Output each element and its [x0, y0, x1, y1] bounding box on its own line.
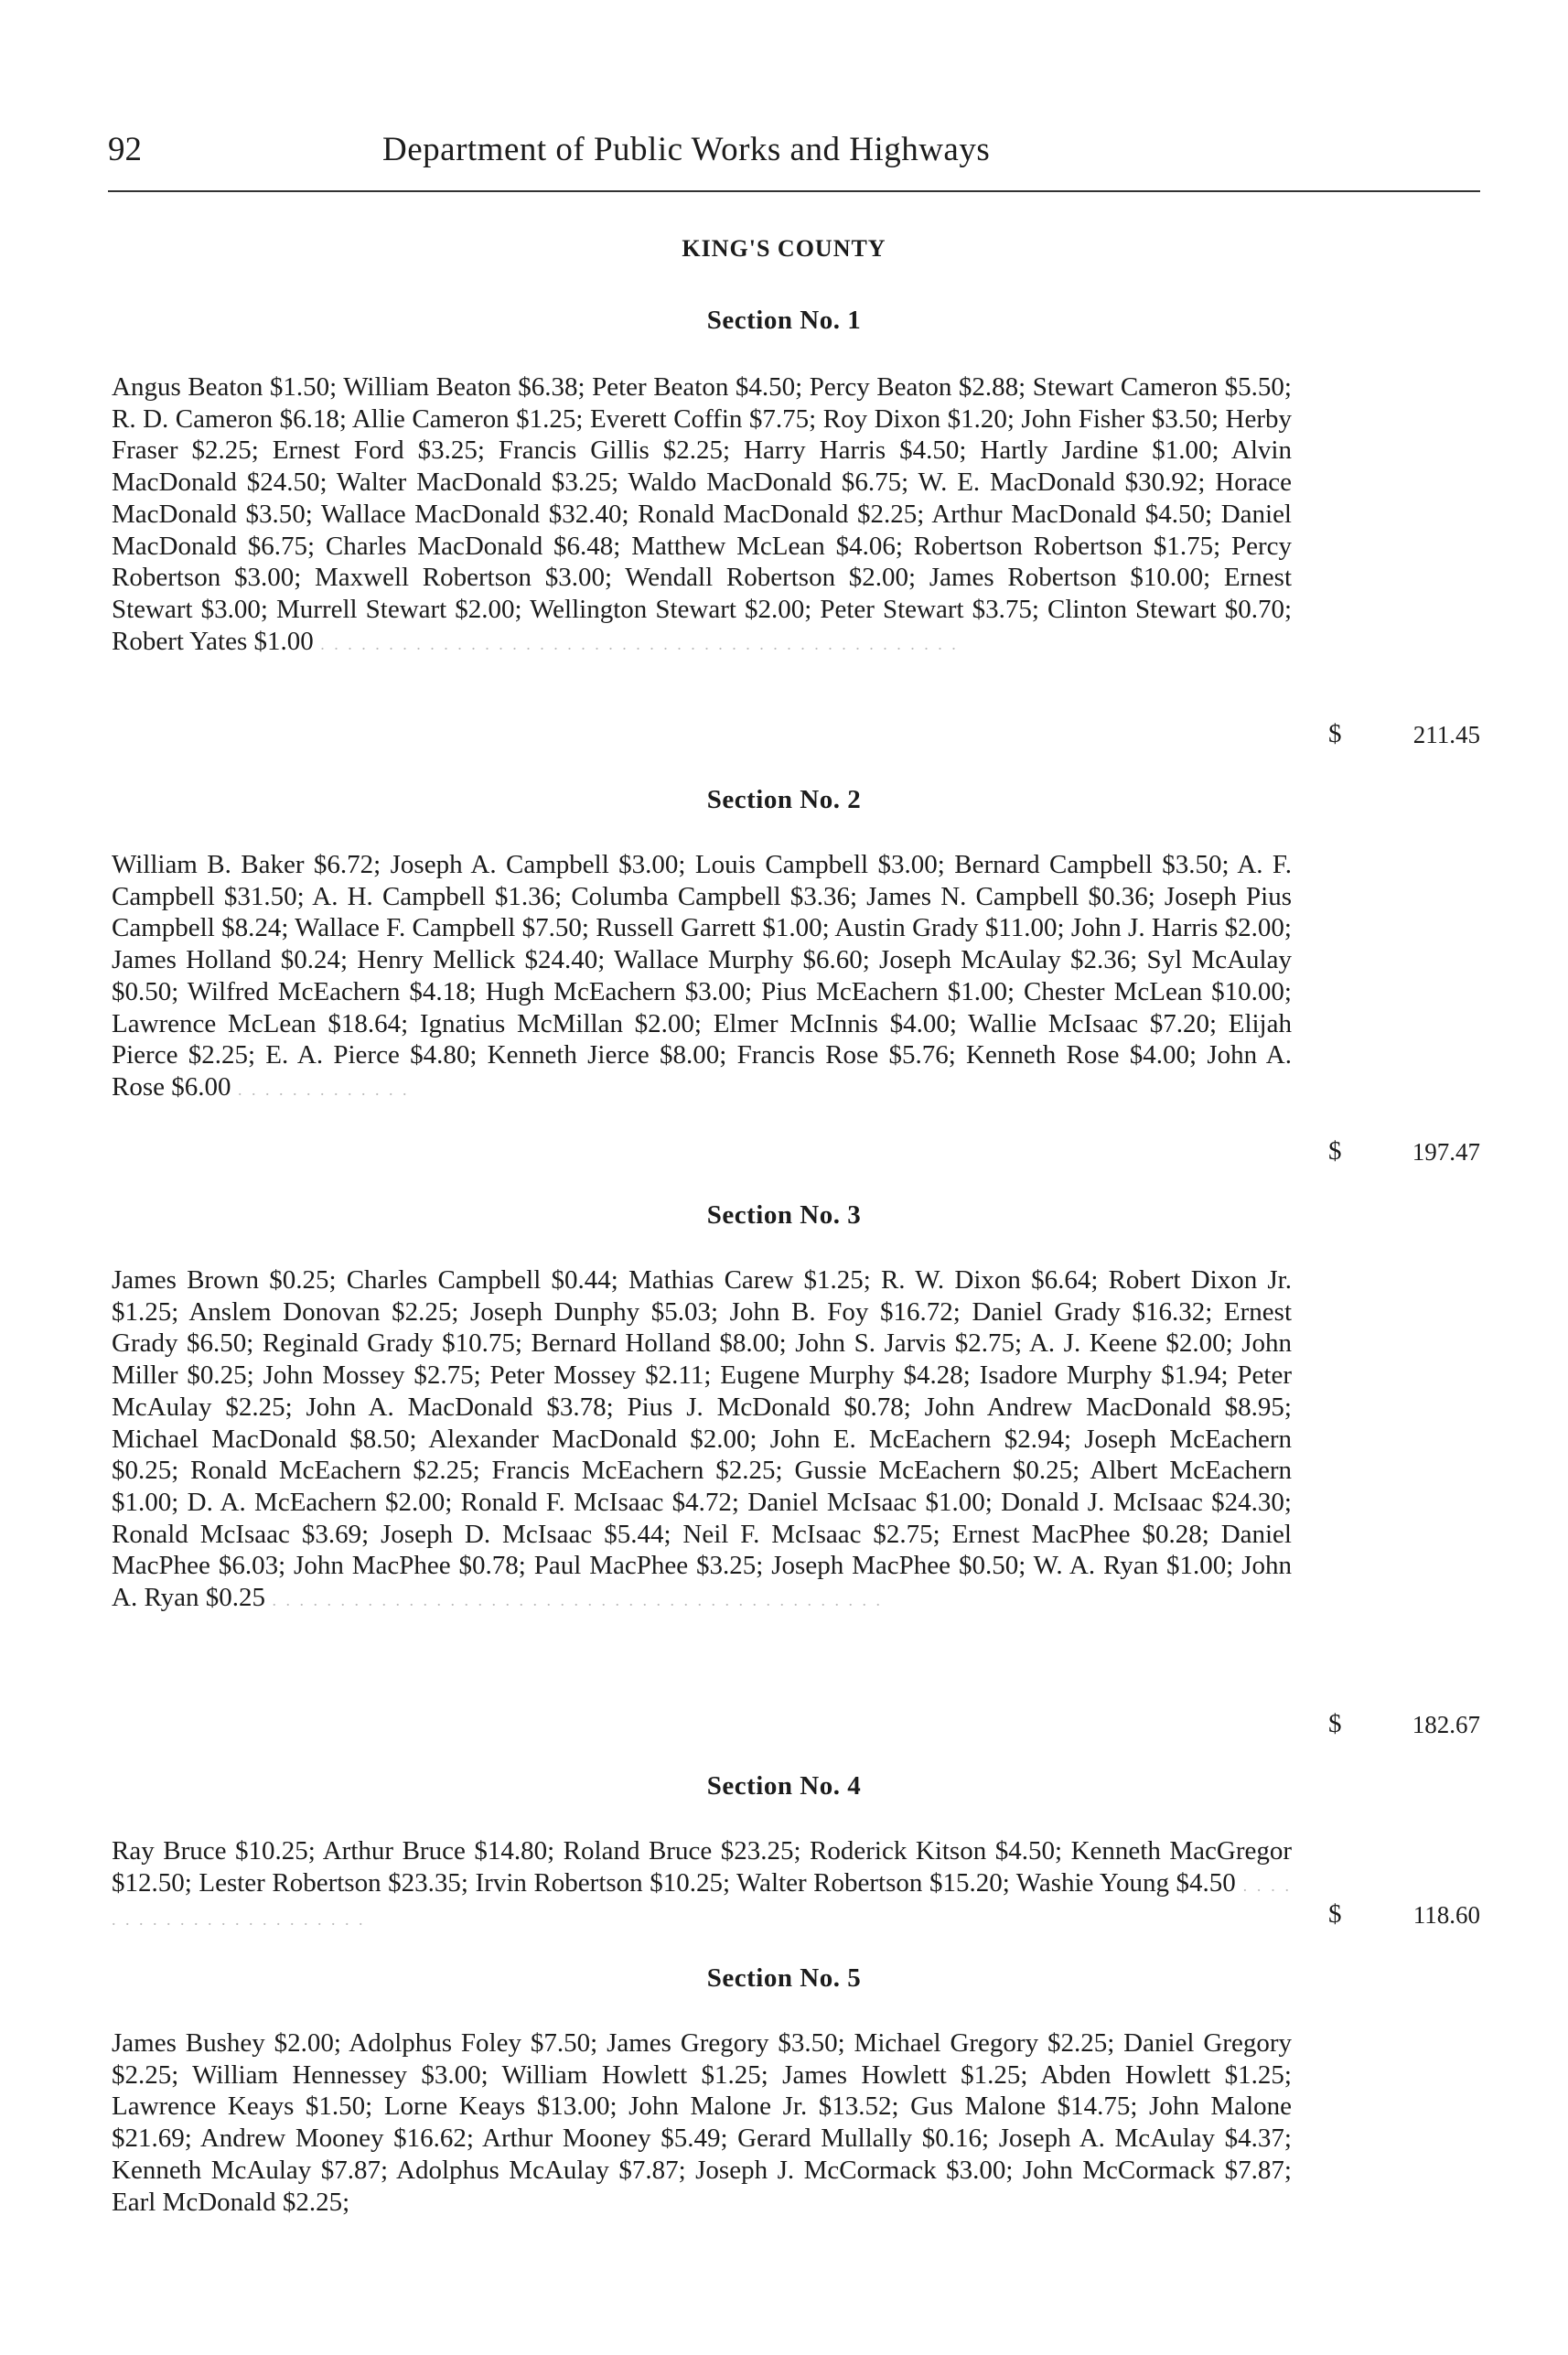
- section-1-text: Angus Beaton $1.50; William Beaton $6.38; Peter Beaton $4.50; Percy Beaton $2.88; Stewart Cameron $5.50; R. D. Cameron $6.18; Allie Cameron $1.25; Everett Coffin $7.75; Roy Dixon $1.20; John Fisher $3.50; Herby Fraser $2.25; Ernest Ford $3.25; Francis Gillis $2.25; Harry Harris $4.50; Hartly Jardine $1.00; Alvin MacDonald $24.50; Walter MacDonald $3.25; Waldo MacDonald $6.75; W. E. MacDonald $30.92; Horace MacDonald $3.50; Wallace MacDonald $32.40; Ronald MacDonald $2.25; Arthur MacDonald $4.50; Daniel MacDonald $6.75; Charles MacDonald $6.48; Matthew McLean $4.06; Robertson Robertson $1.75; Percy Robertson $3.00; Maxwell Robertson $3.00; Wendall Robertson $2.00; James Robertson $10.00; Ernest Stewart $3.00; Murrell Stewart $2.00; Wellington Stewart $2.00; Peter Stewart $3.75; Clinton Stewart $0.70; Robert Yates $1.00 . . . . . . . . . . . . . . . . . . . . . . . . . . . . . . . . . . . . . . . . . . . . . . .: [112, 372, 1292, 656]
- section-4-title: Section No. 4: [706, 1771, 862, 1801]
- page-number: 92: [108, 131, 142, 168]
- section-2-title: Section No. 2: [706, 785, 862, 814]
- section-5-title: Section No. 5: [706, 1963, 862, 1993]
- leader-dots: . . . . . . . . . . . . . . . . . . . . . . . . . . . . . . . . . . . . . . . . . . . . . . .: [313, 634, 959, 653]
- page-header-title: Department of Public Works and Highways: [382, 131, 991, 168]
- section-2-currency: $: [1328, 1136, 1342, 1166]
- section-4-text: Ray Bruce $10.25; Arthur Bruce $14.80; Roland Bruce $23.25; Roderick Kitson $4.50; Kenneth MacGregor $12.50; Lester Robertson $23.35; Irvin Robertson $10.25; Walter Robertson $15.20; Washie Young $4.50 . . . . . . . . . . . . . . . . . . . . . . .: [112, 1836, 1292, 1930]
- section-3-total: 182.67: [1412, 1711, 1480, 1738]
- section-5-text: James Bushey $2.00; Adolphus Foley $7.50; James Gregory $3.50; Michael Gregory $2.25; Daniel Gregory $2.25; William Hennessey $3.00; William Howlett $1.25; James Howlett $1.25; Abden Howlett $1.25; Lawrence Keays $1.50; Lorne Keays $13.00; John Malone Jr. $13.52; Gus Malone $14.75; John Malone $21.69; Andrew Mooney $16.62; Arthur Mooney $5.49; Gerard Mullally $0.16; Joseph A. McAulay $4.37; Kenneth McAulay $7.87; Adolphus McAulay $7.87; Joseph J. McCormack $3.00; John McCormack $7.87; Earl McDonald $2.25;: [112, 2028, 1292, 2217]
- section-3-title: Section No. 3: [706, 1200, 862, 1230]
- leader-dots: . . . . . . . . . . . . . . . . . . . . . . .: [112, 1876, 1292, 1930]
- county-title: KING'S COUNTY: [682, 235, 886, 262]
- section-4-currency: $: [1328, 1899, 1342, 1929]
- section-3-text: James Brown $0.25; Charles Campbell $0.44; Mathias Carew $1.25; R. W. Dixon $6.64; Robert Dixon Jr. $1.25; Anslem Donovan $2.25; Joseph Dunphy $5.03; John B. Foy $16.72; Daniel Grady $16.32; Ernest Grady $6.50; Reginald Grady $10.75; Bernard Holland $8.00; John S. Jarvis $2.75; A. J. Keene $2.00; John Miller $0.25; John Mossey $2.75; Peter Mossey $2.11; Eugene Murphy $4.28; Isadore Murphy $1.94; Peter McAulay $2.25; John A. MacDonald $3.78; Pius J. McDonald $0.78; John Andrew MacDonald $8.95; Michael MacDonald $8.50; Alexander MacDonald $2.00; John E. McEachern $2.94; Joseph McEachern $0.25; Ronald McEachern $2.25; Francis McEachern $2.25; Gussie McEachern $0.25; Albert McEachern $1.00; D. A. McEachern $2.00; Ronald F. McIsaac $4.72; Daniel McIsaac $1.00; Donald J. McIsaac $24.30; Ronald McIsaac $3.69; Joseph D. McIsaac $5.44; Neil F. McIsaac $2.75; Ernest MacPhee $0.28; Daniel MacPhee $6.03; John MacPhee $0.78; Paul MacPhee $3.25; Joseph MacPhee $0.50; W. A. Ryan $1.00; John A. Ryan $0.25 . . . . . . . . . . . . . . . . . . . . . . . . . . . . . . . . . . . . . . . . . . . . .: [112, 1265, 1292, 1613]
- leader-dots: . . . . . . . . . . . . .: [231, 1080, 410, 1099]
- section-1-title: Section No. 1: [706, 306, 862, 335]
- section-2-total: 197.47: [1412, 1138, 1480, 1166]
- section-3-currency: $: [1328, 1709, 1342, 1738]
- section-2-text: William B. Baker $6.72; Joseph A. Campbell $3.00; Louis Campbell $3.00; Bernard Campbell $3.50; A. F. Campbell $31.50; A. H. Campbell $1.36; Columba Campbell $3.36; James N. Campbell $0.36; Joseph Pius Campbell $8.24; Wallace F. Campbell $7.50; Russell Garrett $1.00; Austin Grady $11.00; John J. Harris $2.00; James Holland $0.24; Henry Mellick $24.40; Wallace Murphy $6.60; Joseph McAulay $2.36; Syl McAulay $0.50; Wilfred McEachern $4.18; Hugh McEachern $3.00; Pius McEachern $1.00; Chester McLean $10.00; Lawrence McLean $18.64; Ignatius McMillan $2.00; Elmer McInnis $4.00; Wallie McIsaac $7.20; Elijah Pierce $2.25; E. A. Pierce $4.80; Kenneth Jierce $8.00; Francis Rose $5.76; Kenneth Rose $4.00; John A. Rose $6.00 . . . . . . . . . . . . .: [112, 850, 1292, 1102]
- section-1-total: 211.45: [1412, 721, 1480, 748]
- section-1-currency: $: [1328, 719, 1342, 748]
- leader-dots: . . . . . . . . . . . . . . . . . . . . . . . . . . . . . . . . . . . . . . . . . . . . .: [265, 1591, 883, 1610]
- section-4-total: 118.60: [1412, 1901, 1480, 1929]
- header-rule: [108, 190, 1480, 192]
